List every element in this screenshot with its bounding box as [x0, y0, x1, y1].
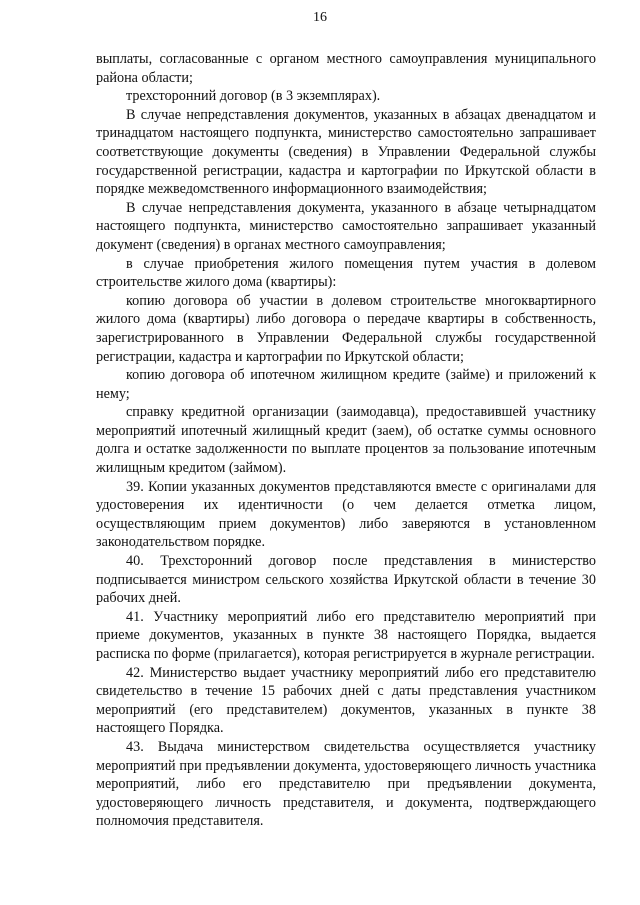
paragraph: 43. Выдача министерством свидетельства осуществляется участнику мероприятий при предъявлении документа, удостоверяющего личность участника мероприятий, либо его представителю при предъявлении документа, удостоверяющего личность представителя, и документа, подтверждающего полномочия представителя.: [96, 738, 596, 830]
paragraph: В случае непредставления документа, указанного в абзаце четырнадцатом настоящего подпункта, министерство самостоятельно запрашивает указанный документ (сведения) в органах местного самоуправления;: [96, 199, 596, 253]
paragraph: В случае непредставления документов, указанных в абзацах двенадцатом и тринадцатом настоящего подпункта, министерство самостоятельно запрашивает соответствующие документы (сведения) в Управлении Федеральной службы государственной регистрации, кадастра и картографии по Иркутской области в порядке межведомственного информационного взаимодействия;: [96, 106, 596, 198]
paragraph: трехсторонний договор (в 3 экземплярах).: [126, 88, 381, 105]
paragraph: в случае приобретения жилого помещения путем участия в долевом строительстве жилого дома (квартиры):: [96, 255, 596, 291]
paragraph: справку кредитной организации (заимодавца), предоставившей участнику мероприятий ипотечный жилищный кредит (заем), об остатке суммы основного долга и остатке задолженности по выплате процентов за пользование ипотечным жилищным кредитом (займом).: [96, 404, 596, 477]
paragraph: 39. Копии указанных документов представляются вместе с оригиналами для удостоверения их идентичности (о чем делается отметка лицом, осуществляющим прием документов) либо заверяются в установленном законодательством порядке.: [96, 478, 596, 551]
page-number: 16: [313, 10, 327, 25]
paragraph: копию договора об участии в долевом строительстве многоквартирного жилого дома (квартиры) либо договора о передаче квартиры в собственность, зарегистрированного в Управлении Федеральной службы государственной регистрации, кадастра и картографии по Иркутской области;: [96, 292, 596, 365]
paragraph: 42. Министерство выдает участнику мероприятий либо его представителю свидетельство в течение 15 рабочих дней с даты представления участником мероприятий (его представителем) документов, указанных в пункте 38 настоящего Порядка.: [96, 664, 596, 737]
paragraph: выплаты, согласованные с органом местного самоуправления муниципального района области;: [96, 51, 596, 86]
paragraph: 40. Трехсторонний договор после представления в министерство подписывается министром сельского хозяйства Иркутской области в течение 30 рабочих дней.: [96, 553, 596, 607]
paragraph: копию договора об ипотечном жилищном кредите (займе) и приложений к нему;: [96, 367, 596, 402]
paragraph: 41. Участнику мероприятий либо его представителю мероприятий при приеме документов, указанных в пункте 38 настоящего Порядка, выдается расписка по форме (прилагается), которая регистрируется в журнале регистрации.: [96, 608, 596, 662]
document-body: [96, 50, 596, 831]
